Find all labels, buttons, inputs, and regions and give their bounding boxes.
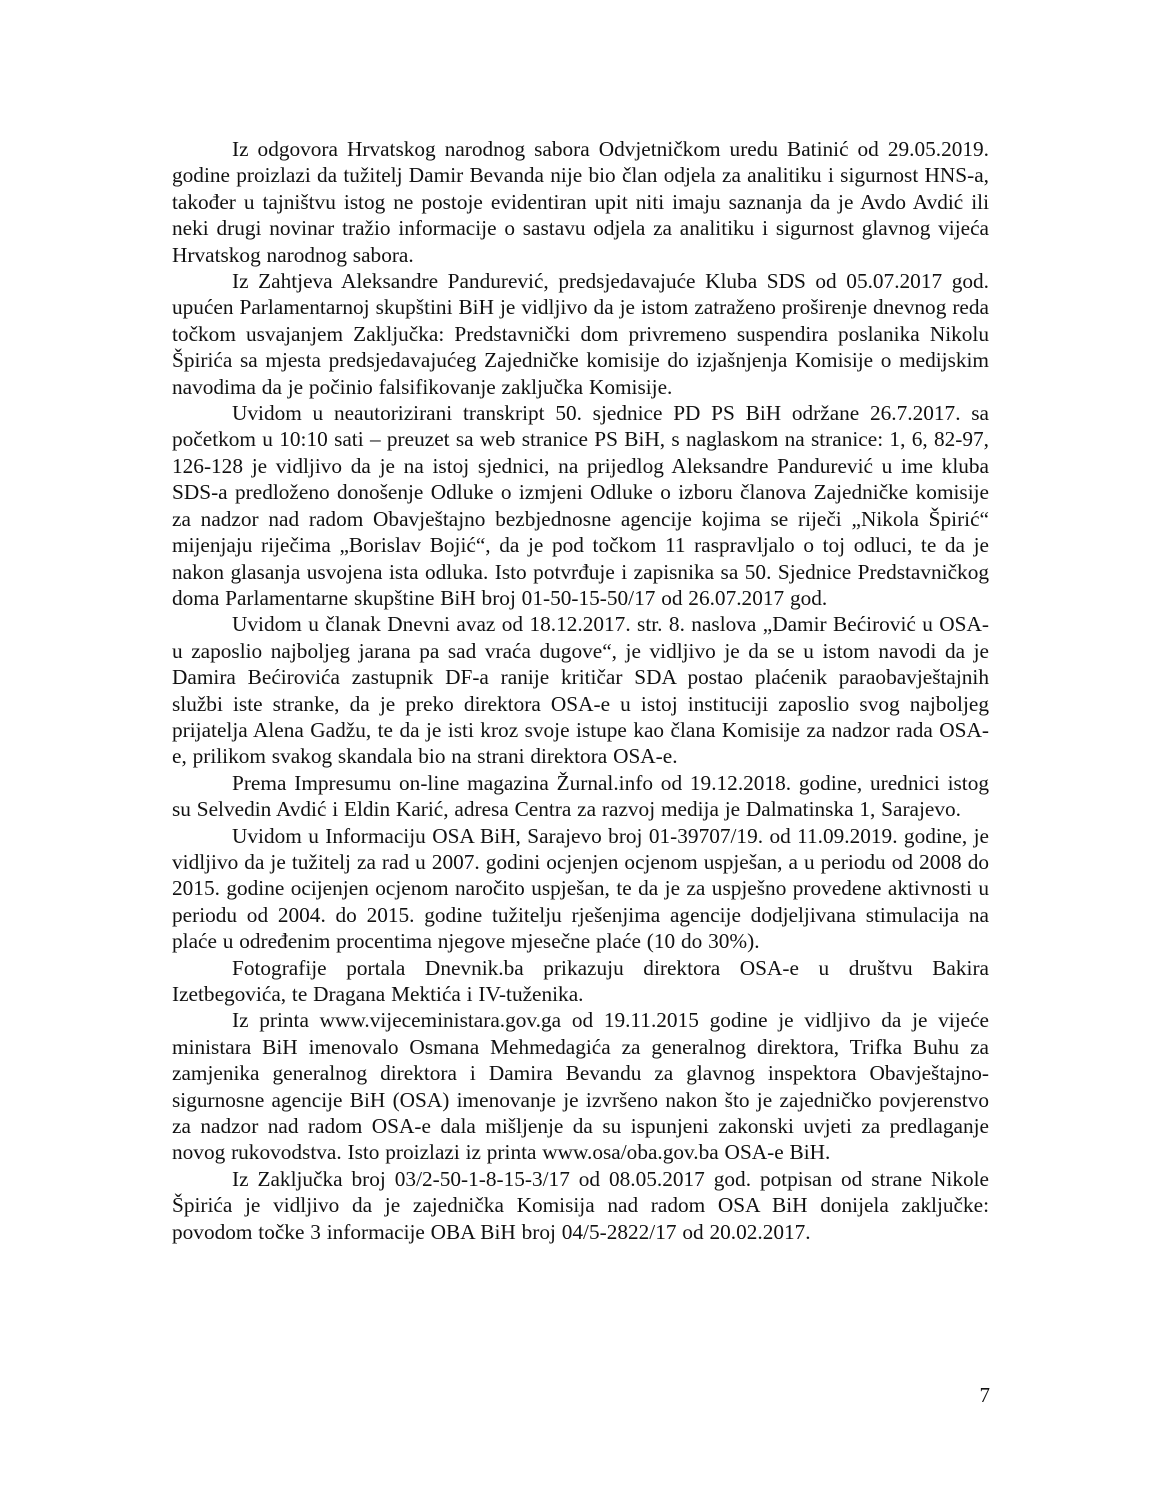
paragraph-commission-conclusion: Iz Zaključka broj 03/2-50-1-8-15-3/17 od 08.05.2017 god. potpisan od strane Nikole Špirića je vidljivo da je zajednička Komisija nad radom OSA BiH donijela zaključke: povodom točke 3 informacije OBA BiH broj 04/5-2822/17 od 20.02.2017.	[172, 1166, 989, 1244]
page-number: 7	[979, 1383, 990, 1407]
document-body	[172, 136, 989, 1245]
paragraph-osa-information: Uvidom u Informaciju OSA BiH, Sarajevo broj 01-39707/19. od 11.09.2019. godine, je vidljivo da je tužitelj za rad u 2007. godini ocjenjen ocjenom uspješan, a u periodu od 2008 do 2015. godine ocijenjen ocjenom naročito uspješan, te da je za uspješno provedene aktivnosti u periodu od 2004. do 2015. godine tužitelju rješenjima agencije dodjeljivana stimulacija na plaće u određenim procentima njegove mjesečne plaće (10 do 30%).	[172, 823, 989, 954]
paragraph-zurnal-impressum: Prema Impresumu on-line magazina Žurnal.info od 19.12.2018. godine, urednici istog su Selvedin Avdić i Eldin Karić, adresa Centra za razvoj medija je Dalmatinska 1, Sarajevo.	[172, 770, 989, 822]
paragraph-dnevnik-photos: Fotografije portala Dnevnik.ba prikazuju direktora OSA-e u društvu Bakira Izetbegovića, te Dragana Mektića i IV-tuženika.	[172, 955, 989, 1006]
paragraph-hns-response: Iz odgovora Hrvatskog narodnog sabora Odvjetničkom uredu Batinić od 29.05.2019. godine proizlazi da tužitelj Damir Bevanda nije bio član odjela za analitiku i sigurnost HNS-a, također u tajništvu istog ne postoje evidentiran upit niti imaju saznanja da je Avdo Avdić ili neki drugi novinar tražio informacije o sastavu odjela za analitiku i sigurnost glavnog vijeća Hrvatskog narodnog sabora.	[172, 137, 989, 267]
paragraph-pandurevic-request: Iz Zahtjeva Aleksandre Pandurević, predsjedavajuće Kluba SDS od 05.07.2017 god. upućen Parlamentarnoj skupštini BiH je vidljivo da je istom zatraženo proširenje dnevnog reda točkom usvajanjem Zaključka: Predstavnički dom privremeno suspendira poslanika Nikolu Špirića sa mjesta predsjedavajućeg Zajedničke komisije do izjašnjenja Komisije o medijskim navodima da je počinio falsifikovanje zaključka Komisije.	[172, 269, 989, 399]
paragraph-dnevni-avaz-article: Uvidom u članak Dnevni avaz od 18.12.2017. str. 8. naslova „Damir Bećirović u OSA-u zaposlio najboljeg jarana pa sad vraća dugove“, je vidljivo je da se u istom navodi da je Damira Bećirovića zastupnik DF-a ranije kritičar SDA postao plaćenik paraobavještajnih službi iste stranke, da je preko direktora OSA-e u istoj instituciji zaposlio svog najboljeg prijatelja Alena Gadžu, te da je isti kroz svoje istupe kao člana Komisije za nadzor rada OSA-e, prilikom svakog skandala bio na strani direktora OSA-e.	[172, 612, 989, 769]
paragraph-session-transcript: Uvidom u neautorizirani transkript 50. sjednice PD PS BiH održane 26.7.2017. sa početkom u 10:10 sati – preuzet sa web stranice PS BiH, s naglaskom na stranice: 1, 6, 82-97, 126-128 je vidljivo da je na istoj sjednici, na prijedlog Aleksandre Pandurević u ime kluba SDS-a predloženo donošenje Odluke o izmjeni Odluke o izboru članova Zajedničke komisije za nadzor nad radom Obavještajno bezbjednosne agencije kojima se riječi „Nikola Špirić“ mijenjaju riječima „Borislav Bojić“, da je pod točkom 11 raspravljalo o toj odluci, te da je nakon glasanja usvojena ista odluka. Isto potvrđuje i zapisnika sa 50. Sjednice Predstavničkog doma Parlamentarne skupštine BiH broj 01-50-15-50/17 od 26.07.2017 god.	[172, 401, 989, 610]
paragraph-council-of-ministers-print: Iz printa www.vijeceministara.gov.ga od 19.11.2015 godine je vidljivo da je vijeće ministara BiH imenovalo Osmana Mehmedagića za generalnog direktora, Trifka Buhu za zamjenika generalnog direktora i Damira Bevandu za glavnog inspektora Obavještajno-sigurnosne agencije BiH (OSA) imenovanje je izvršeno nakon što je zajedničko povjerenstvo za nadzor nad radom OSA-e dala mišljenje da su ispunjeni zakonski uvjeti za predlaganje novog rukovodstva. Isto proizlazi iz printa www.osa/oba.gov.ba OSA-e BiH.	[172, 1008, 989, 1165]
